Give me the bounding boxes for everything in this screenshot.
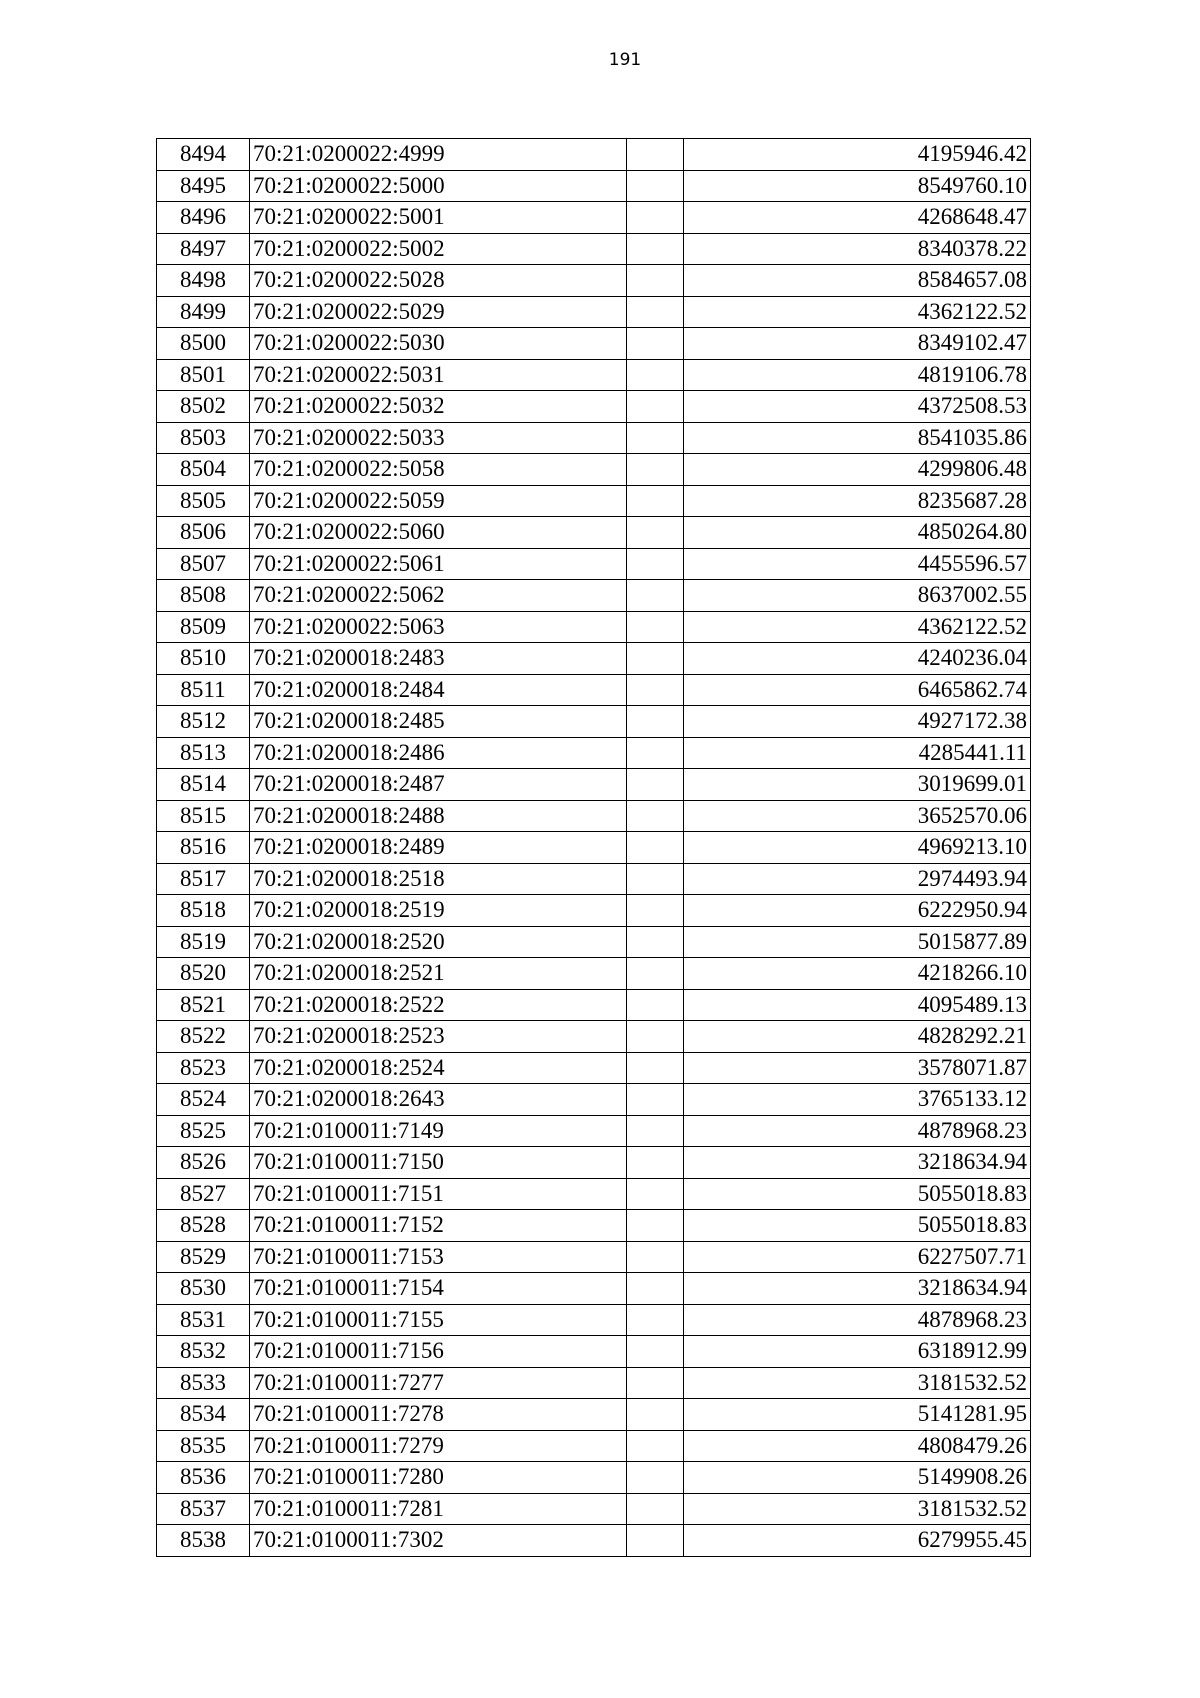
row-number-cell: 8530 [157, 1273, 250, 1305]
cadastral-number-cell: 70:21:0200018:2643 [250, 1084, 627, 1116]
empty-cell [627, 233, 684, 265]
row-number-cell: 8502 [157, 391, 250, 423]
table-row [157, 233, 1031, 265]
row-number-cell: 8526 [157, 1147, 250, 1179]
empty-cell [627, 485, 684, 517]
row-number-cell: 8534 [157, 1399, 250, 1431]
row-number-cell: 8525 [157, 1115, 250, 1147]
cadastral-value-cell: 4362122.52 [684, 296, 1031, 328]
empty-cell [627, 958, 684, 990]
row-number-cell: 8505 [157, 485, 250, 517]
empty-cell [627, 611, 684, 643]
cadastral-number-cell: 70:21:0200022:5030 [250, 328, 627, 360]
row-number-cell: 8524 [157, 1084, 250, 1116]
cadastral-number-cell: 70:21:0200022:5063 [250, 611, 627, 643]
row-number-cell: 8516 [157, 832, 250, 864]
cadastral-value-cell: 6465862.74 [684, 674, 1031, 706]
cadastral-value-cell: 4372508.53 [684, 391, 1031, 423]
row-number-cell: 8513 [157, 737, 250, 769]
row-number-cell: 8510 [157, 643, 250, 675]
cadastral-value-cell: 8349102.47 [684, 328, 1031, 360]
cadastral-number-cell: 70:21:0200022:5059 [250, 485, 627, 517]
cadastral-number-cell: 70:21:0100011:7302 [250, 1525, 627, 1557]
table-row [157, 926, 1031, 958]
row-number-cell: 8500 [157, 328, 250, 360]
table-row [157, 832, 1031, 864]
empty-cell [627, 1115, 684, 1147]
empty-cell [627, 832, 684, 864]
row-number-cell: 8512 [157, 706, 250, 738]
cadastral-value-cell: 4927172.38 [684, 706, 1031, 738]
empty-cell [627, 391, 684, 423]
cadastral-number-cell: 70:21:0200018:2485 [250, 706, 627, 738]
cadastral-value-cell: 8235687.28 [684, 485, 1031, 517]
cadastral-number-cell: 70:21:0200022:5062 [250, 580, 627, 612]
cadastral-number-cell: 70:21:0200018:2524 [250, 1052, 627, 1084]
empty-cell [627, 1147, 684, 1179]
table-row [157, 265, 1031, 297]
cadastral-number-cell: 70:21:0200022:5000 [250, 170, 627, 202]
cadastral-value-cell: 4362122.52 [684, 611, 1031, 643]
row-number-cell: 8533 [157, 1367, 250, 1399]
empty-cell [627, 706, 684, 738]
empty-cell [627, 1367, 684, 1399]
empty-cell [627, 863, 684, 895]
table-row [157, 1147, 1031, 1179]
empty-cell [627, 989, 684, 1021]
cadastral-number-cell: 70:21:0100011:7153 [250, 1241, 627, 1273]
cadastral-value-cell: 5015877.89 [684, 926, 1031, 958]
table-row [157, 548, 1031, 580]
cadastral-value-cell: 4819106.78 [684, 359, 1031, 391]
empty-cell [627, 454, 684, 486]
cadastral-value-cell: 3652570.06 [684, 800, 1031, 832]
empty-cell [627, 674, 684, 706]
row-number-cell: 8514 [157, 769, 250, 801]
cadastral-number-cell: 70:21:0100011:7278 [250, 1399, 627, 1431]
cadastral-number-cell: 70:21:0200018:2522 [250, 989, 627, 1021]
cadastral-number-cell: 70:21:0100011:7154 [250, 1273, 627, 1305]
cadastral-value-cell: 6227507.71 [684, 1241, 1031, 1273]
row-number-cell: 8508 [157, 580, 250, 612]
cadastral-value-cell: 5149908.26 [684, 1462, 1031, 1494]
table-row [157, 359, 1031, 391]
empty-cell [627, 580, 684, 612]
table-row [157, 1084, 1031, 1116]
cadastral-value-cell: 4850264.80 [684, 517, 1031, 549]
empty-cell [627, 1304, 684, 1336]
table-row [157, 611, 1031, 643]
cadastral-value-cell: 6222950.94 [684, 895, 1031, 927]
table-row [157, 454, 1031, 486]
cadastral-value-cell: 4240236.04 [684, 643, 1031, 675]
row-number-cell: 8517 [157, 863, 250, 895]
table-row [157, 958, 1031, 990]
table-row [157, 863, 1031, 895]
table-row [157, 422, 1031, 454]
cadastral-number-cell: 70:21:0200018:2484 [250, 674, 627, 706]
row-number-cell: 8519 [157, 926, 250, 958]
cadastral-number-cell: 70:21:0100011:7156 [250, 1336, 627, 1368]
empty-cell [627, 1241, 684, 1273]
cadastral-number-cell: 70:21:0200022:5001 [250, 202, 627, 234]
empty-cell [627, 1399, 684, 1431]
cadastral-number-cell: 70:21:0200022:5033 [250, 422, 627, 454]
cadastral-number-cell: 70:21:0200022:4999 [250, 139, 627, 171]
empty-cell [627, 359, 684, 391]
empty-cell [627, 139, 684, 171]
cadastral-number-cell: 70:21:0100011:7152 [250, 1210, 627, 1242]
row-number-cell: 8523 [157, 1052, 250, 1084]
empty-cell [627, 1336, 684, 1368]
table-row [157, 139, 1031, 171]
cadastral-number-cell: 70:21:0200018:2518 [250, 863, 627, 895]
table-row [157, 328, 1031, 360]
empty-cell [627, 1178, 684, 1210]
cadastral-number-cell: 70:21:0100011:7277 [250, 1367, 627, 1399]
empty-cell [627, 202, 684, 234]
row-number-cell: 8495 [157, 170, 250, 202]
empty-cell [627, 170, 684, 202]
row-number-cell: 8496 [157, 202, 250, 234]
cadastral-number-cell: 70:21:0200018:2486 [250, 737, 627, 769]
table-row [157, 580, 1031, 612]
row-number-cell: 8504 [157, 454, 250, 486]
table-row [157, 895, 1031, 927]
cadastral-number-cell: 70:21:0200018:2487 [250, 769, 627, 801]
row-number-cell: 8520 [157, 958, 250, 990]
cadastral-value-cell: 3218634.94 [684, 1147, 1031, 1179]
cadastral-value-cell: 8584657.08 [684, 265, 1031, 297]
cadastral-value-cell: 5055018.83 [684, 1210, 1031, 1242]
table-row [157, 643, 1031, 675]
cadastral-value-cell: 3181532.52 [684, 1367, 1031, 1399]
row-number-cell: 8531 [157, 1304, 250, 1336]
cadastral-number-cell: 70:21:0100011:7151 [250, 1178, 627, 1210]
row-number-cell: 8521 [157, 989, 250, 1021]
cadastral-number-cell: 70:21:0200022:5032 [250, 391, 627, 423]
cadastral-value-cell: 4218266.10 [684, 958, 1031, 990]
cadastral-value-cell: 4969213.10 [684, 832, 1031, 864]
cadastral-value-cell: 8541035.86 [684, 422, 1031, 454]
empty-cell [627, 895, 684, 927]
empty-cell [627, 800, 684, 832]
table-row [157, 989, 1031, 1021]
row-number-cell: 8538 [157, 1525, 250, 1557]
cadastral-value-cell: 4285441.11 [684, 737, 1031, 769]
row-number-cell: 8507 [157, 548, 250, 580]
row-number-cell: 8501 [157, 359, 250, 391]
cadastral-number-cell: 70:21:0200018:2523 [250, 1021, 627, 1053]
table-row [157, 1273, 1031, 1305]
empty-cell [627, 1493, 684, 1525]
cadastral-number-cell: 70:21:0200018:2483 [250, 643, 627, 675]
row-number-cell: 8537 [157, 1493, 250, 1525]
table-row [157, 1430, 1031, 1462]
cadastral-value-cell: 4828292.21 [684, 1021, 1031, 1053]
row-number-cell: 8515 [157, 800, 250, 832]
row-number-cell: 8509 [157, 611, 250, 643]
empty-cell [627, 296, 684, 328]
cadastral-value-cell: 5055018.83 [684, 1178, 1031, 1210]
row-number-cell: 8511 [157, 674, 250, 706]
row-number-cell: 8506 [157, 517, 250, 549]
cadastral-value-cell: 4268648.47 [684, 202, 1031, 234]
table-row [157, 170, 1031, 202]
cadastral-number-cell: 70:21:0200022:5058 [250, 454, 627, 486]
cadastral-value-cell: 4195946.42 [684, 139, 1031, 171]
table-row [157, 674, 1031, 706]
table-row [157, 202, 1031, 234]
table-row [157, 706, 1031, 738]
empty-cell [627, 265, 684, 297]
cadastral-number-cell: 70:21:0200018:2488 [250, 800, 627, 832]
cadastral-value-cell: 3218634.94 [684, 1273, 1031, 1305]
cadastral-value-cell: 8549760.10 [684, 170, 1031, 202]
row-number-cell: 8527 [157, 1178, 250, 1210]
cadastral-value-cell: 4299806.48 [684, 454, 1031, 486]
table-row [157, 391, 1031, 423]
table-row [157, 1304, 1031, 1336]
cadastral-value-cell: 4808479.26 [684, 1430, 1031, 1462]
table-row [157, 1525, 1031, 1557]
cadastral-value-cell: 4878968.23 [684, 1115, 1031, 1147]
row-number-cell: 8497 [157, 233, 250, 265]
cadastral-value-cell: 8637002.55 [684, 580, 1031, 612]
cadastral-number-cell: 70:21:0200018:2519 [250, 895, 627, 927]
table-row [157, 1021, 1031, 1053]
cadastral-value-cell: 3765133.12 [684, 1084, 1031, 1116]
table-row [157, 1367, 1031, 1399]
cadastral-number-cell: 70:21:0200022:5029 [250, 296, 627, 328]
empty-cell [627, 769, 684, 801]
row-number-cell: 8536 [157, 1462, 250, 1494]
table-body [157, 139, 1031, 1557]
table-row [157, 517, 1031, 549]
empty-cell [627, 1273, 684, 1305]
row-number-cell: 8522 [157, 1021, 250, 1053]
cadastral-number-cell: 70:21:0100011:7279 [250, 1430, 627, 1462]
empty-cell [627, 422, 684, 454]
cadastral-number-cell: 70:21:0100011:7150 [250, 1147, 627, 1179]
cadastral-number-cell: 70:21:0200022:5061 [250, 548, 627, 580]
empty-cell [627, 737, 684, 769]
table-row [157, 737, 1031, 769]
table-row [157, 1462, 1031, 1494]
row-number-cell: 8518 [157, 895, 250, 927]
cadastral-number-cell: 70:21:0200018:2521 [250, 958, 627, 990]
cadastral-number-cell: 70:21:0200018:2489 [250, 832, 627, 864]
cadastral-value-cell: 5141281.95 [684, 1399, 1031, 1431]
empty-cell [627, 1462, 684, 1494]
cadastral-value-cell: 3181532.52 [684, 1493, 1031, 1525]
cadastral-value-cell: 2974493.94 [684, 863, 1031, 895]
table-row [157, 1493, 1031, 1525]
table-row [157, 1336, 1031, 1368]
cadastral-value-cell: 6279955.45 [684, 1525, 1031, 1557]
cadastral-value-cell: 3578071.87 [684, 1052, 1031, 1084]
row-number-cell: 8528 [157, 1210, 250, 1242]
empty-cell [627, 1052, 684, 1084]
cadastral-value-cell: 4095489.13 [684, 989, 1031, 1021]
cadastral-number-cell: 70:21:0200022:5028 [250, 265, 627, 297]
empty-cell [627, 517, 684, 549]
table-row [157, 1210, 1031, 1242]
cadastral-value-cell: 4878968.23 [684, 1304, 1031, 1336]
row-number-cell: 8499 [157, 296, 250, 328]
table-row [157, 1115, 1031, 1147]
empty-cell [627, 1210, 684, 1242]
table-row [157, 769, 1031, 801]
cadastral-number-cell: 70:21:0200022:5031 [250, 359, 627, 391]
cadastral-value-table [156, 138, 1031, 1557]
empty-cell [627, 328, 684, 360]
empty-cell [627, 926, 684, 958]
cadastral-value-cell: 6318912.99 [684, 1336, 1031, 1368]
row-number-cell: 8494 [157, 139, 250, 171]
table-row [157, 485, 1031, 517]
row-number-cell: 8535 [157, 1430, 250, 1462]
empty-cell [627, 1021, 684, 1053]
cadastral-number-cell: 70:21:0100011:7281 [250, 1493, 627, 1525]
cadastral-value-cell: 4455596.57 [684, 548, 1031, 580]
cadastral-number-cell: 70:21:0200022:5002 [250, 233, 627, 265]
table-row [157, 296, 1031, 328]
row-number-cell: 8532 [157, 1336, 250, 1368]
empty-cell [627, 643, 684, 675]
empty-cell [627, 1084, 684, 1116]
cadastral-number-cell: 70:21:0100011:7280 [250, 1462, 627, 1494]
table-row [157, 1241, 1031, 1273]
cadastral-number-cell: 70:21:0100011:7149 [250, 1115, 627, 1147]
empty-cell [627, 548, 684, 580]
row-number-cell: 8503 [157, 422, 250, 454]
table-row [157, 800, 1031, 832]
empty-cell [627, 1430, 684, 1462]
cadastral-number-cell: 70:21:0200018:2520 [250, 926, 627, 958]
row-number-cell: 8498 [157, 265, 250, 297]
cadastral-value-cell: 3019699.01 [684, 769, 1031, 801]
cadastral-number-cell: 70:21:0100011:7155 [250, 1304, 627, 1336]
cadastral-number-cell: 70:21:0200022:5060 [250, 517, 627, 549]
page-number: 191 [608, 50, 642, 70]
cadastral-value-cell: 8340378.22 [684, 233, 1031, 265]
table-row [157, 1399, 1031, 1431]
table-row [157, 1052, 1031, 1084]
table-row [157, 1178, 1031, 1210]
empty-cell [627, 1525, 684, 1557]
row-number-cell: 8529 [157, 1241, 250, 1273]
